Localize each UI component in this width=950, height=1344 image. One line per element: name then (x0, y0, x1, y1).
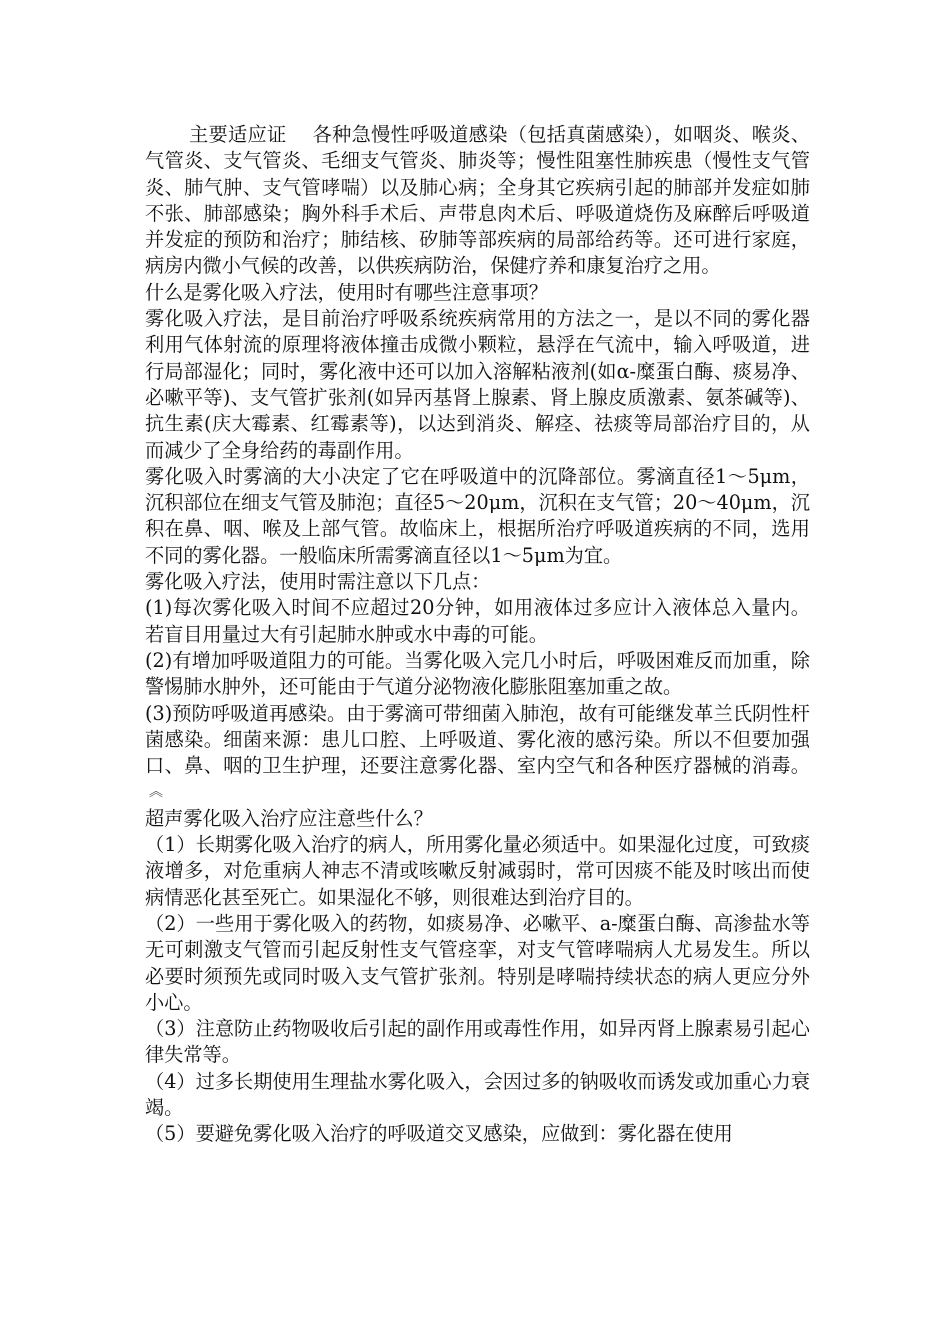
question-heading-2: 超声雾化吸入治疗应注意些什么？ (145, 806, 433, 830)
paragraph-notes-intro: 雾化吸入疗法，使用时需注意以下几点： (145, 570, 491, 594)
ultrasonic-item-2: （2）一些用于雾化吸入的药物，如痰易净、必嗽平、a-糜蛋白酶、高渗盐水等无可刺激支气管而引起反射性支气管痉挛，对支气管哮喘病人尤易发生。所以必要时须预先或同时吸入支气管扩张剂。特别是哮喘持续状态的病人更应分外小心。 (145, 911, 810, 1014)
ultrasonic-item-3: （3）注意防止药物吸收后引起的副作用或毒性作用，如异丙肾上腺素易引起心律失常等。 (145, 1017, 810, 1067)
note-item-3 (145, 701, 810, 806)
ultrasonic-item-1: （1）长期雾化吸入治疗的病人，所用雾化量必须适中。如果湿化过度，可致痰液增多，对危重病人神志不清或咳嗽反射减弱时，常可因痰不能及时咳出而使病情恶化甚至死亡。如果湿化不够，则很难达到治疗目的。 (145, 833, 810, 909)
paragraph-indications (145, 122, 810, 280)
ultrasonic-item-4: （4）过多长期使用生理盐水雾化吸入，会因过多的钠吸收而诱发或加重心力衰竭。 (145, 1069, 810, 1119)
paragraph-definition: 雾化吸入疗法，是目前治疗呼吸系统疾病常用的方法之一，是以不同的雾化器利用气体射流的原理将液体撞击成微小颗粒，悬浮在气流中，输入呼吸道，进行局部湿化；同时，雾化液中还可以加入溶解粘液剂(如α-糜蛋白酶、痰易净、必嗽平等)、支气管扩张剂(如异丙基肾上腺素、肾上腺皮质激素、氨茶碱等)、抗生素(庆大霉素、红霉素等)，以达到消炎、解痉、祛痰等局部治疗目的，从而减少了全身给药的毒副作用。 (145, 307, 810, 462)
indications-text: 各种急慢性呼吸道感染（包括真菌感染），如咽炎、喉炎、气管炎、支气管炎、毛细支气管炎、肺炎等；慢性阻塞性肺疾患（慢性支气管炎、肺气肿、支气管哮喘）以及肺心病；全身其它疾病引起的肺部并发症如肺不张、肺部感染；胸外科手术后、声带息肉术后、呼吸道烧伤及麻醉后呼吸道并发症的预防和治疗；肺结核、矽肺等部疾病的局部给药等。还可进行家庭，病房内微小气候的改善，以供疾病防治，保健疗养和康复治疗之用。 (145, 123, 811, 278)
document-body (145, 122, 810, 1148)
note-item-2: (2)有增加呼吸道阻力的可能。当雾化吸入完几小时后，呼吸困难反而加重，除警惕肺水肿外，还可能由于气道分泌物液化膨胀阻塞加重之故。 (145, 648, 810, 699)
paragraph-droplet-size: 雾化吸入时雾滴的大小决定了它在呼吸道中的沉降部位。雾滴直径1～5μm，沉积部位在细支气管及肺泡；直径5～20μm，沉积在支气管；20～40μm，沉积在鼻、咽、喉及上部气管。故临床上，根据所治疗呼吸道疾病的不同，选用不同的雾化器。一般临床所需雾滴直径以1～5μm为宜。 (145, 464, 810, 567)
double-caret-icon: ︽ (149, 784, 163, 801)
question-heading-1: 什么是雾化吸入疗法，使用时有哪些注意事项？ (145, 280, 548, 304)
note-item-1: (1)每次雾化吸入时间不应超过20分钟，如用液体过多应计入液体总入量内。若盲目用量过大有引起肺水肿或水中毒的可能。 (145, 596, 810, 646)
indications-heading: 主要适应证 (189, 123, 287, 146)
note-item-3-text: (3)预防呼吸道再感染。由于雾滴可带细菌入肺泡，故有可能继发革兰氏阴性杆菌感染。细菌来源：患儿口腔、上呼吸道、雾化液的感污染。所以不但要加强口、鼻、咽的卫生护理，还要注意雾化器、室内空气和各种医疗器械的消毒。 (145, 701, 810, 778)
ultrasonic-item-5: （5）要避免雾化吸入治疗的呼吸道交叉感染，应做到：雾化器在使用 (145, 1122, 733, 1146)
